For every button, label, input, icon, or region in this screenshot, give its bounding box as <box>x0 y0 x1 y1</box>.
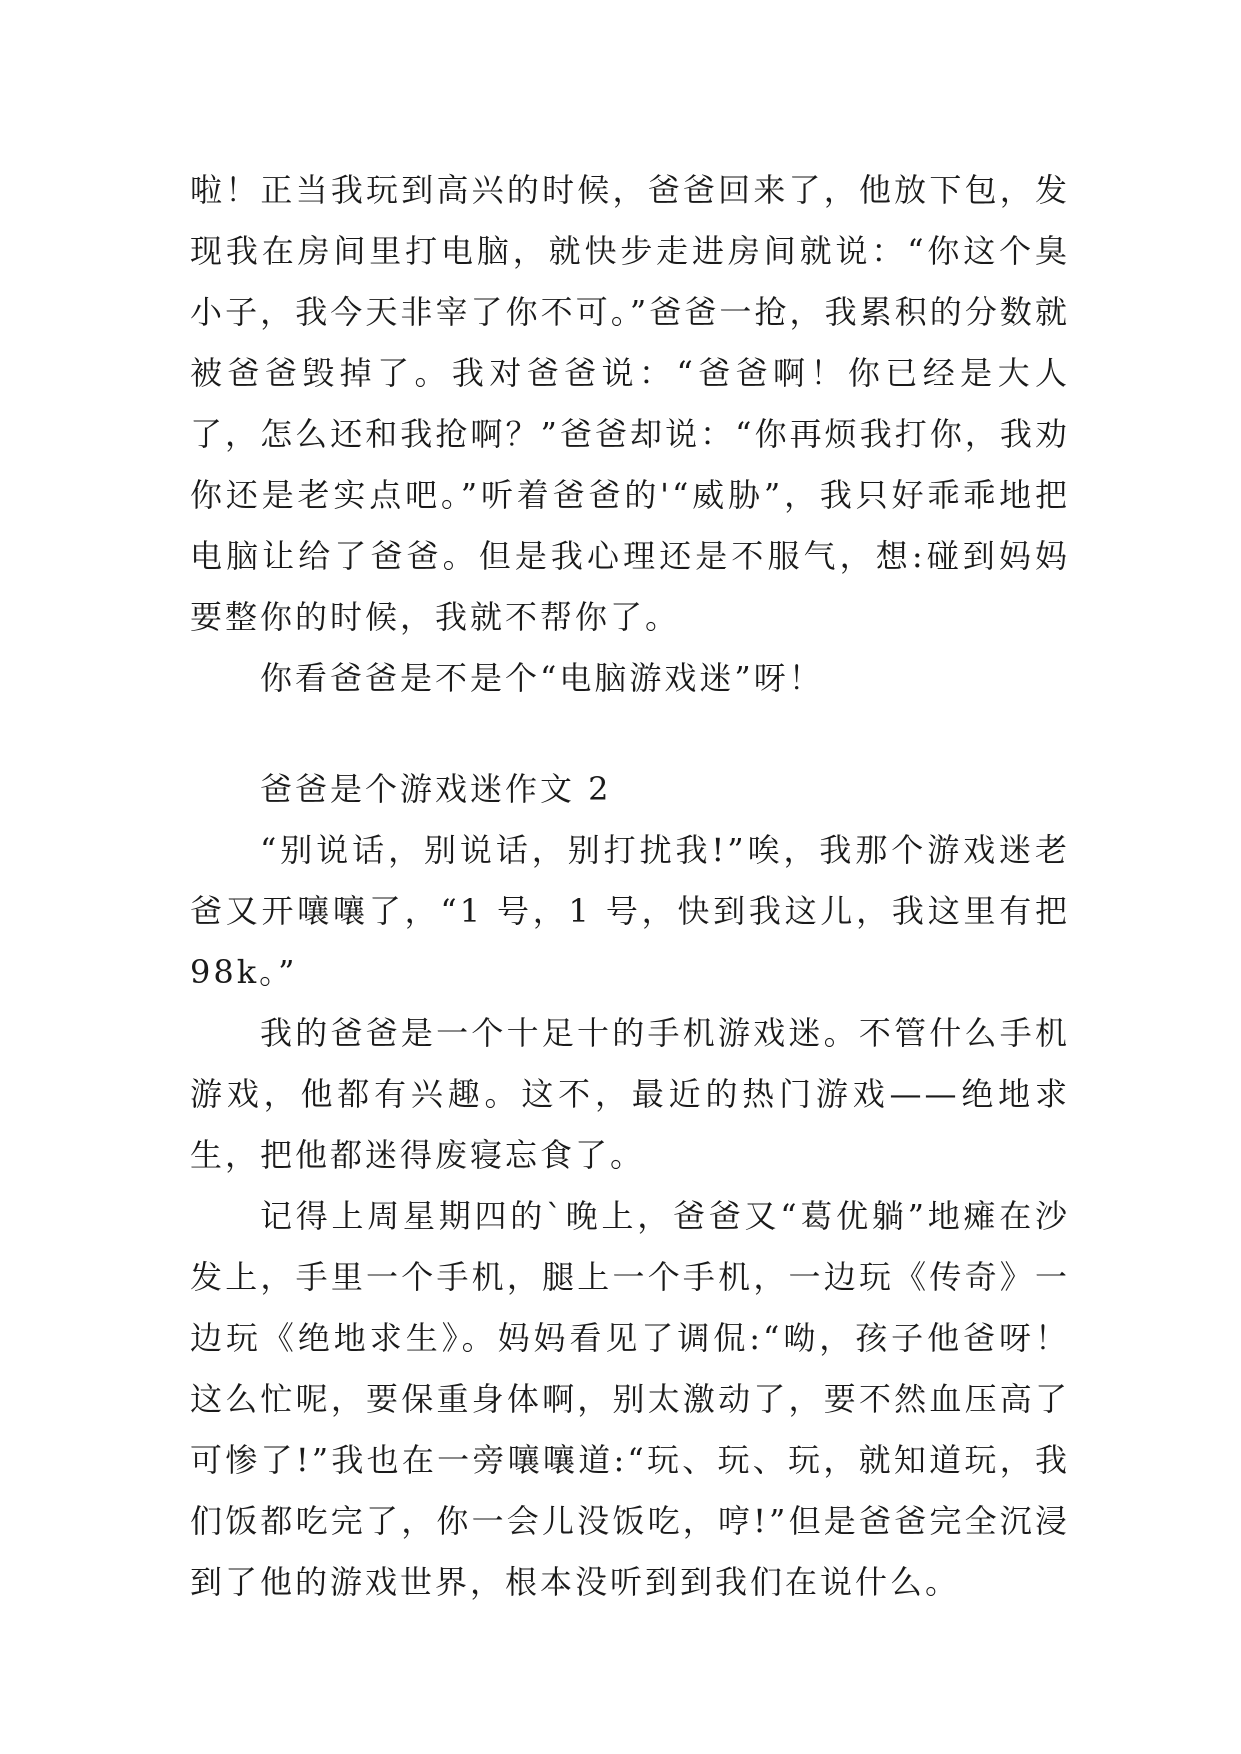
paragraph-continuation: 啦！正当我玩到高兴的时候，爸爸回来了，他放下包，发现我在房间里打电脑，就快步走进房间就说：“你这个臭小子，我今天非宰了你不可。”爸爸一抢，我累积的分数就被爸爸毁掉了。我对爸爸说：“爸爸啊！你已经是大人了，怎么还和我抢啊？”爸爸却说：“你再烦我打你，我劝你还是老实点吧。”听着爸爸的'“威胁”，我只好乖乖地把电脑让给了爸爸。但是我心理还是不服气，想:碰到妈妈要整你的时候，我就不帮你了。 <box>190 171 1070 636</box>
document-body <box>190 160 1070 1613</box>
paragraph-thursday-evening: 记得上周星期四的`晚上，爸爸又“葛优躺”地瘫在沙发上，手里一个手机，腿上一个手机，一边玩《传奇》一边玩《绝地求生》。妈妈看见了调侃:“呦，孩子他爸呀！这么忙呢，要保重身体啊，别太激动了，要不然血压高了可惨了!”我也在一旁嚷嚷道:“玩、玩、玩，就知道玩，我们饭都吃完了，你一会儿没饭吃，哼!”但是爸爸完全沉浸到了他的游戏世界，根本没听到到我们在说什么。 <box>190 1197 1070 1601</box>
paragraph-game-fan: 我的爸爸是一个十足十的手机游戏迷。不管什么手机游戏，他都有兴趣。这不，最近的热门游戏——绝地求生，把他都迷得废寝忘食了。 <box>190 1014 1070 1174</box>
paragraph-closing-question: 你看爸爸是不是个“电脑游戏迷”呀！ <box>260 659 824 697</box>
section-spacer <box>190 709 1070 759</box>
section-title: 爸爸是个游戏迷作文 2 <box>260 770 612 808</box>
paragraph-dialogue: “别说话，别说话，别打扰我!”唉，我那个游戏迷老爸又开嚷嚷了，“1 号，1 号，快到我这儿，我这里有把 98k。” <box>190 831 1070 991</box>
